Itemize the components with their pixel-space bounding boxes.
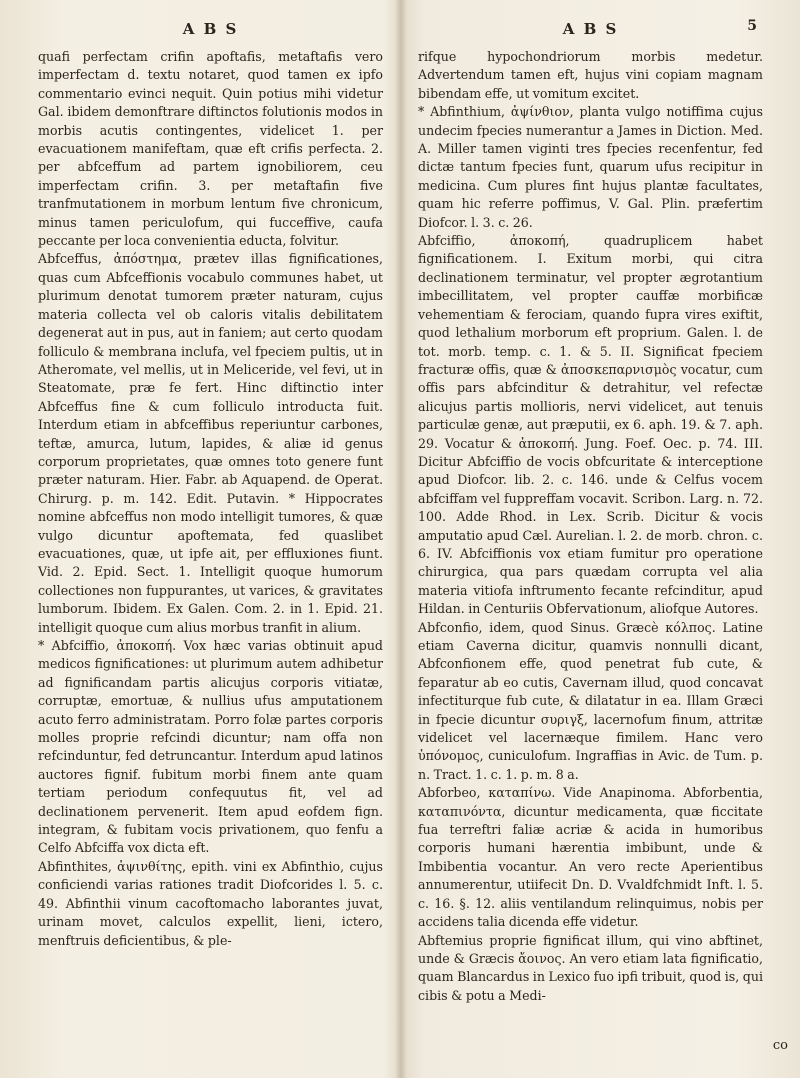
catchword: co — [772, 1038, 788, 1053]
left-running-header — [38, 20, 383, 46]
paragraph: * Abfinthium, ἀψίνθιον, planta vulgo notiffima cujus undecim fpecies numerantur a James in Diction. Med. A. Miller tamen viginti tres fpecies recenfentur, fed dictæ tantum fpecies funt, quarum ufus recipitur in medicina. Cum plures fint hujus plantæ facultates, quam hic referre poffimus, V. Gal. Plin. præfertim Diofcor. l. 3. c. 26. — [418, 104, 763, 230]
paragraph: * Abfciffio, ἀποκοπή. Vox hæc varias obtinuit apud medicos fignificationes: ut plurimum autem adhibetur ad fignificandam partis alicujus corporis vitiatæ, corruptæ, emortuæ, & nullius ufus amputationem acuto ferro administratam. Porro folæ partes corporis molles proprie refcindi dicuntur; nam offa non refcinduntur, fed detruncantur. Interdum apud latinos auctores fignif. fubitum morbi finem ante quam tertiam periodum confequutus fit, vel ad declinationem pervenerit. Item apud eofdem fign. integram, & fubitam vocis privationem, quo fenfu a Celfo Abfciffa vox dicta eft. — [38, 638, 383, 856]
paragraph: quafi perfectam crifin apoftafis, metaftafis vero imperfectam d. textu notaret, quod tamen ex ipfo commentario evinci nequit. Quin potius mihi videtur Gal. ibidem demonftrare diftinctos folutionis modos in morbis acutis contingentes, videlicet 1. per evacuationem manifeftam, quæ eft crifis perfecta. 2. per abfceffum ad partem ignobiliorem, ceu imperfectam crifin. 3. per metaftafin five tranfmutationem in morbum lentum five chronicum, minus tamen periculofum, qui fucceffive, caufa peccante per loca convenientia educta, folvitur. — [38, 49, 383, 249]
left-page — [38, 20, 383, 950]
paragraph: Abftemius proprie fignificat illum, qui vino abftinet, unde & Græcis ἄοινος. An vero etiam lata fignificatio, quam Blancardus in Lexico fuo ipfi tribuit, quod is, qui cibis & potu a Medi- — [418, 932, 763, 1003]
paragraph: Abfciffio, ἀποκοπή, quadruplicem habet fignificationem. I. Exitum morbi, qui citra declinationem terminatur, vel propter ægrotantium imbecillitatem, vel propter cauffæ morbificæ vehementiam & ferociam, quando fupra vires exiftit, quod lethalium morborum eft proprium. Galen. l. de tot. morb. temp. c. 1. & 5. II. Significat fpeciem fracturæ offis, quæ & ἀποσκεπαρνισμὸς vocatur, cum offis pars abfcinditur & detrahitur, vel refectæ alicujus partis mollioris, nervi videlicet, aut tenuis particulæ genæ, aut præputii, ex 6. aph. 19. & 7. aph. 29. Vocatur & ἀποκοπή. Jung. Foef. Oec. p. 74. III. Dicitur Abfciffio de vocis obfcuritate & interceptione apud Diofcor. lib. 2. c. 146. unde & Celfus vocem abfciffam vel fuppreffam vocavit. Scribon. Larg. n. 72. 100. Adde Rhod. in Lex. Scrib. Dicitur & vocis amputatio apud Cæl. Aurelian. l. 2. de morb. chron. c. 6. IV. Abfciffionis vox etiam fumitur pro operatione chirurgica, qua pars quædam corrupta vel alia materia vitiofa inftrumento fecante refcinditur, apud Hildan. in Centuriis Obfervationum, aliofque Autores. — [418, 233, 763, 617]
paragraph: Abfinthites, ἀψινθίτης, epith. vini ex Abfinthio, cujus conficiendi varias rationes tradit Diofcorides l. 5. c. 49. Abfinthii vinum cacoftomacho laborantes juvat, urinam movet, calculos expellit, lieni, ictero, menftruis deficientibus, & ple- — [38, 858, 383, 948]
right-header-title: A B S — [562, 20, 619, 38]
paragraph: Abfceffus, ἀπόστημα, prætev illas fignificationes, quas cum Abfceffionis vocabulo communes habet, ut plurimum denotat tumorem præter naturam, cujus materia collecta vel ob caloris vitalis debilitatem degenerat aut in pus, aut in faniem; aut certo quodam folliculo & membrana inclufa, vel fpeciem pultis, ut in Atheromate, vel mellis, ut in Meliceride, vel fevi, ut in Steatomate, præ fe fert. Hinc diftinctio inter Abfceffus fine & cum folliculo introducta fuit. Interdum etiam in abfceffibus reperiuntur carbones, teftæ, amurca, lutum, lapides, & aliæ id genus corporum proprietates, quæ omnes toto genere funt præter naturam. Hier. Fabr. ab Aquapend. de Operat. Chirurg. p. m. 142. Edit. Putavin. * Hippocrates nomine abfceffus non modo intelligit tumores, & quæ vulgo dicuntur apoftemata, fed quaslibet evacuationes, quæ, ut ipfe ait, per effluxiones fiunt. Vid. 2. Epid. Sect. 1. Intelligit quoque humorum collectiones non fuppurantes, ut varices, & gravitates lumborum. Ibidem. Ex Galen. Com. 2. in 1. Epid. 21. intelligit quoque cum alius morbus tranfit in alium. — [38, 251, 383, 635]
right-column-text — [418, 48, 763, 1005]
page-number: 5 — [747, 18, 759, 34]
left-column-text — [38, 48, 383, 950]
right-running-header — [418, 20, 763, 46]
book-gutter — [395, 0, 407, 1078]
paragraph: Abfconfio, idem, quod Sinus. Græcè κόλπος. Latine etiam Caverna dicitur, quamvis nonnulli dicant, Abfconfionem effe, quod penetrat fub cute, & feparatur ab eo cutis, Cavernam illud, quod concavat infectiturque fub cute, & dilatatur in ea. Illam Græci in fpecie dicuntur συριγξ, lacernofum finum, attritæ videlicet vel lacernæque fimilem. Hanc vero ὑπόνομος, cuniculofum. Ingraffias in Avic. de Tum. p. n. Tract. 1. c. 1. p. m. 8 a. — [418, 619, 763, 782]
left-header-title: A B S — [182, 20, 239, 38]
paragraph: Abforbeo, καταπίνω. Vide Anapinoma. Abforbentia, καταπινόντα, dicuntur medicamenta, quæ ficcitate fua terreftri faliæ acriæ & acida in humoribus corporis humani hærentia imbibunt, unde & Imbibentia vocantur. An vero recte Aperientibus annumerentur, utiifecit Dn. D. Vvaldfchmidt Inft. l. 5. c. 16. §. 12. aliis ventilandum relinquimus, nobis per accidens talia dicenda effe videtur. — [418, 785, 763, 930]
paragraph: rifque hypochondriorum morbis medetur. Advertendum tamen eft, hujus vini copiam magnam bibendam effe, ut vomitum excitet. — [418, 49, 763, 101]
right-page — [418, 20, 763, 1005]
